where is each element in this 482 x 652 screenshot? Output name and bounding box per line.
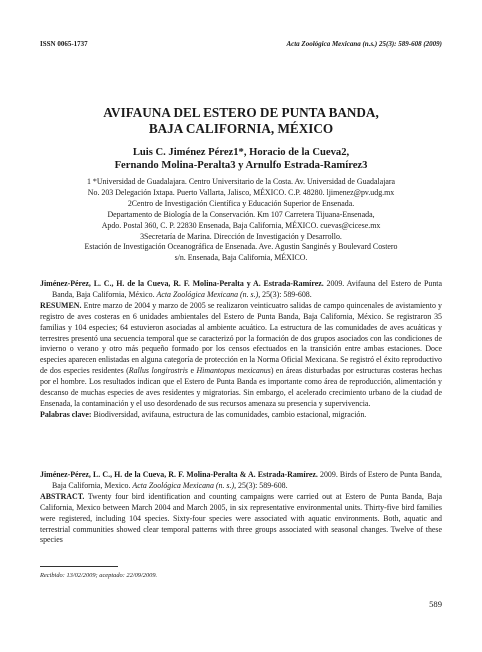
abstract-label: ABSTRACT. xyxy=(40,491,85,501)
keywords-paragraph: Palabras clave: Biodiversidad, avifauna, estructura de las comunidades, cambio estacional, migración. xyxy=(40,409,367,419)
species-name: Himantopus mexicanus xyxy=(196,366,271,376)
resumen-label: RESUMEN. xyxy=(40,300,82,310)
species-name: Rallus longirostris xyxy=(128,366,188,376)
authors-line-1: Luis C. Jiménez Pérez1*, Horacio de la Cueva2, xyxy=(132,147,350,158)
affiliation-line: Departamento de Biología de la Conservación. Km 107 Carretera Tijuana-Ensenada, xyxy=(107,209,375,219)
spanish-abstract-block xyxy=(40,279,442,421)
affiliation-line: Apdo. Postal 360, C. P. 22830 Ensenada, Baja California, MÉXICO. cuevas@cicese.mx xyxy=(101,220,381,230)
received-footnote: Recibido: 13/02/2009; aceptado: 22/09/2009. xyxy=(40,572,158,579)
affiliation-line: s/n. Ensenada, Baja California, MÉXICO. xyxy=(174,253,308,263)
affiliation-line: Estación de Investigación Oceanográfica de Ensenada. Ave. Agustin Sanginés y Boulevard Costero xyxy=(84,242,398,252)
citation-english: Jiménez-Pérez, L. C., H. de la Cueva, R. F. Molina-Peralta & A. Estrada-Ramírez. 2009. Birds of Estero de Punta Banda, Baja California, Mexico. Acta Zoológica Mexicana (n. s.), 25(3): 589-608. xyxy=(40,470,442,490)
article-title xyxy=(40,105,442,137)
title-line-1: AVIFAUNA DEL ESTERO DE PUNTA BANDA, xyxy=(103,105,379,120)
author-list xyxy=(40,146,442,172)
abstract-paragraph: ABSTRACT. Twenty four bird identification and counting campaigns were carried out at Estero de Punta Banda, Baja California, Mexico between March 2004 and March 2005, in six representative environmental units. Thirty-five bird families were registered, including 104 species. Sixty-four species were associated with aquatic environments. Both, aquatic and terrestrial communities showed clear temporal patterns with three groups associated with seasonal changes. Twelve of these species xyxy=(40,491,442,545)
affiliations xyxy=(40,177,442,264)
citation-authors: Jiménez-Pérez, L. C., H. de la Cueva, R. F. Molina-Peralta & A. Estrada-Ramírez. xyxy=(40,470,318,479)
english-abstract-block xyxy=(40,470,442,546)
affiliation-line: 2Centro de Investigación Científica y Educación Superior de Ensenada. xyxy=(127,198,355,208)
footnote-divider xyxy=(40,566,118,567)
citation-authors: Jiménez-Pérez, L. C., H. de la Cueva, R. F. Molina-Peralta y A. Estrada-Ramírez. xyxy=(40,279,324,288)
keywords-label: Palabras clave: xyxy=(40,409,92,419)
title-line-2: BAJA CALIFORNIA, MÉXICO xyxy=(148,121,334,136)
authors-line-2: Fernando Molina-Peralta3 y Arnulfo Estrada-Ramírez3 xyxy=(114,160,368,171)
citation-journal: Acta Zoológica Mexicana (n. s.), xyxy=(132,480,237,490)
journal-citation: Acta Zoológica Mexicana (n.s.) 25(3): 589-608 (2009) xyxy=(286,40,442,48)
affiliation-line: No. 203 Delegación Ixtapa. Puerto Vallarta, Jalisco, MÉXICO. C.P. 48280. ljimenez@pv.udg.mx xyxy=(87,187,395,197)
citation-spanish: Jiménez-Pérez, L. C., H. de la Cueva, R. F. Molina-Peralta y A. Estrada-Ramírez. 2009. Avifauna del Estero de Punta Banda, Baja California, México. Acta Zoológica Mexicana (n. s.), 25(3): 589-608. xyxy=(40,279,442,299)
running-header xyxy=(40,40,442,50)
affiliation-line: 1 *Universidad de Guadalajara. Centro Universitario de la Costa. Av. Universidad de Guadalajara xyxy=(86,177,396,186)
citation-journal: Acta Zoológica Mexicana (n. s.), xyxy=(156,289,261,299)
resumen-paragraph: RESUMEN. Entre marzo de 2004 y marzo de 2005 se realizaron veinticuatro salidas de campo quincenales de avistamiento y registro de aves costeras en 6 unidades ambientales del Estero de Punta Banda, Baja California, México. Se registraron 35 familias y 104 especies; 64 estuvieron asociadas al ambiente acuático. La estructura de las comunidades de aves acuáticas y terrestres presentó una secuencia temporal que se caracterizó por la formación de dos grupos asociados con las condiciones de invierno o verano y otro más pequeño formado por los censos efectuados en la transición entre ambas estaciones. Doce especies aparecen enlistadas en alguna categoría de protección en la Norma Oficial Mexicana. Se registró el éxito reproductivo de dos especies residentes (Rallus longirostris e Himantopus mexicanus) en áreas disturbadas por estructuras costeras hechas por el hombre. Los resultados indican que el Estero de Punta Banda es importante como área de reproducción, alimentación y descanso de muchas especies de aves residentes y migratorias. Sin embargo, el acelerado crecimiento urbano de la ciudad de Ensenada, la contaminación y el uso desordenado de sus recursos amenaza su presencia y supervivencia. xyxy=(40,300,442,408)
affiliation-line: 3Secretaría de Marina. Dirección de Investigación y Desarrollo. xyxy=(140,231,342,241)
page-number: 589 xyxy=(429,599,442,609)
issn: ISSN 0065-1737 xyxy=(40,40,88,48)
